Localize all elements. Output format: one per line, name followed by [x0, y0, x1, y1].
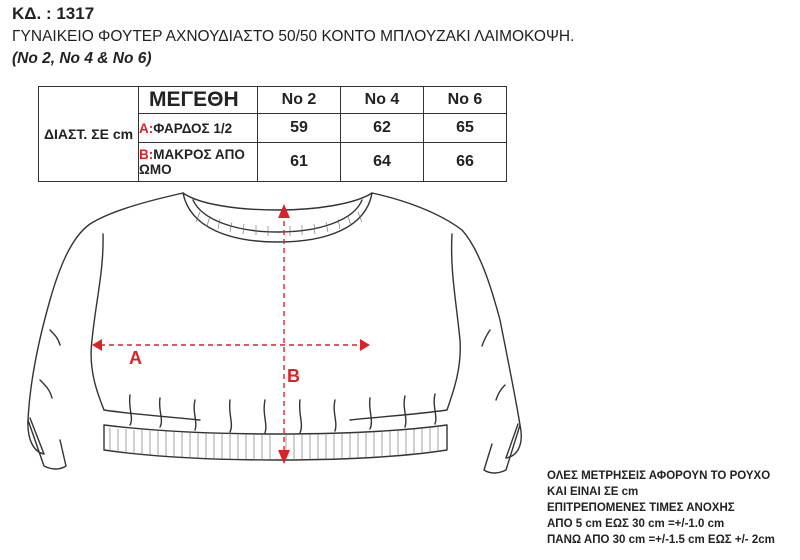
column-header: No 2 [258, 87, 341, 114]
table-cell: 59 [258, 114, 341, 143]
product-code: ΚΔ. : 1317 [12, 4, 95, 23]
tolerance-notes [547, 468, 775, 548]
measure-label-a: A [129, 348, 142, 368]
hem-band [104, 425, 447, 460]
table-cell: 65 [424, 114, 507, 143]
note-line: ΕΠΙΤΡΕΠΟΜΕΝΕΣ ΤΙΜΕΣ ΑΝΟΧΗΣ [547, 502, 735, 514]
arrow-left [92, 339, 102, 351]
table-cell: 61 [258, 143, 341, 182]
right-cuff [484, 424, 520, 473]
note-line: ΠΑΝΩ ΑΠΟ 30 cm =+/-1.5 cm ΕΩΣ +/- 2cm [547, 534, 775, 546]
note-line: ΚΑΙ ΕΙΝΑΙ ΣΕ cm [547, 486, 639, 498]
measure-label-b: B [287, 366, 300, 386]
rib-texture [110, 212, 438, 460]
table-cell: 66 [424, 143, 507, 182]
row-letter: A: [139, 120, 154, 136]
row-label-text: ΜΑΚΡΟΣ ΑΠΟ ΩΜΟ [139, 147, 245, 177]
row-letter: B: [139, 147, 154, 162]
note-line: ΑΠΟ 5 cm ΕΩΣ 30 cm =+/-1.0 cm [547, 518, 725, 530]
left-cuff [28, 418, 66, 469]
sizes-note: (No 2, No 4 & No 6) [12, 50, 152, 67]
sizes-header: ΜΕΓΕΘΗ [139, 87, 258, 114]
arrow-down [278, 450, 290, 464]
table-cell: 64 [341, 143, 424, 182]
sleeve-creases [40, 330, 505, 400]
product-description: ΓΥΝΑΙΚΕΙΟ ΦΟΥΤΕΡ ΑΧΝΟΥΔΙΑΣΤΟ 50/50 ΚΟΝΤΟ ΜΠΛΟΥΖΑΚΙ ΛΑΙΜΟΚΟΨΗ. [12, 28, 575, 45]
row-label-text: ΦΑΡΔΟΣ 1/2 [153, 120, 233, 136]
table-cell: 62 [341, 114, 424, 143]
neckline [183, 193, 372, 242]
arrow-right [360, 339, 370, 351]
dimension-label: ΔΙΑΣΤ. ΣΕ cm [39, 87, 139, 182]
column-header: No 4 [341, 87, 424, 114]
garment-body-outline [28, 193, 521, 458]
hem-gathers [130, 394, 436, 433]
arrow-up [278, 204, 290, 218]
column-header: No 6 [424, 87, 507, 114]
note-line: ΟΛΕΣ ΜΕΤΡΗΣΕΙΣ ΑΦΟΡΟΥΝ ΤΟ ΡΟΥΧΟ [547, 470, 771, 482]
